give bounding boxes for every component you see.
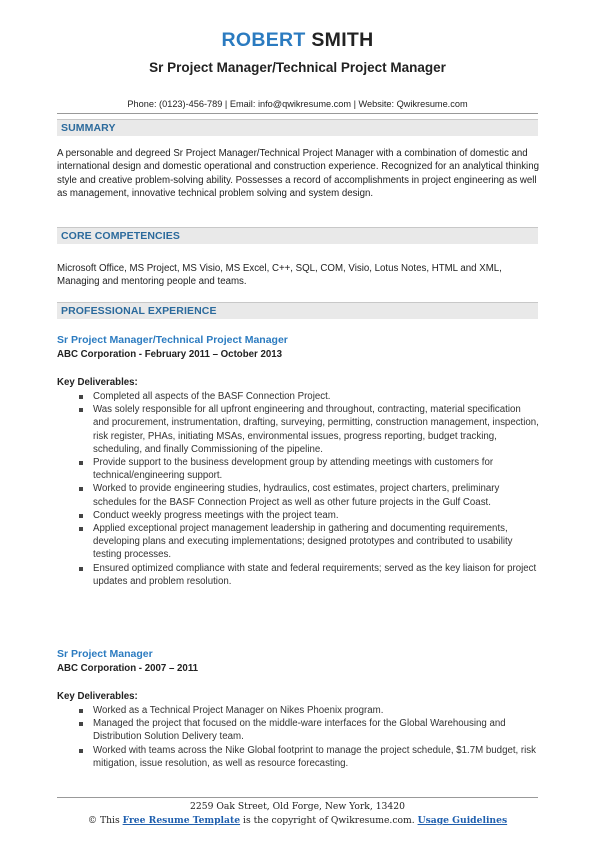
experience-heading: PROFESSIONAL EXPERIENCE xyxy=(61,305,217,317)
bullet-item: Ensured optimized compliance with state and federal requirements; served as the key liaison for project updates and problem resolution. xyxy=(57,562,539,588)
header-divider xyxy=(57,113,538,114)
bullet-item: Worked as a Technical Project Manager on Nikes Phoenix program. xyxy=(57,704,539,717)
bullet-item: Managed the project that focused on the middle-ware interfaces for the Global Warehousing and Distribution Solution Delivery team. xyxy=(57,717,539,743)
deliverables-label: Key Deliverables: xyxy=(57,691,138,702)
copyright-middle: is the copyright of Qwikresume.com. xyxy=(243,815,415,826)
footer-divider xyxy=(57,797,538,798)
competencies-text: Microsoft Office, MS Project, MS Visio, MS Excel, C++, SQL, COM, Visio, Lotus Notes, HTML and XML, Managing and mentoring people and teams. xyxy=(57,263,502,288)
footer-copyright xyxy=(0,815,595,826)
last-name: SMITH xyxy=(311,29,374,51)
candidate-name xyxy=(0,29,595,52)
experience-heading-bar xyxy=(57,302,538,319)
job-title: Sr Project Manager xyxy=(57,648,153,660)
bullet-item: Completed all aspects of the BASF Connection Project. xyxy=(57,390,539,403)
first-name: ROBERT xyxy=(221,29,306,51)
free-resume-template-link[interactable]: Free Resume Template xyxy=(122,815,241,826)
bullet-item: Worked with teams across the Nike Global footprint to manage the project schedule, $1.7M budget, risk mitigation, issue resolution, as well as resource forecasting. xyxy=(57,744,539,770)
job-bullets xyxy=(57,390,539,588)
contact-info: Phone: (0123)-456-789 | Email: info@qwikresume.com | Website: Qwikresume.com xyxy=(127,99,468,109)
job-company: ABC Corporation - 2007 – 2011 xyxy=(57,663,199,674)
bullet-item: Provide support to the business development group by attending meetings with customers for technical/engineering support. xyxy=(57,456,539,482)
summary-heading: SUMMARY xyxy=(61,122,116,134)
job-company: ABC Corporation - February 2011 – October 2013 xyxy=(57,349,283,360)
bullet-item: Applied exceptional project management leadership in gathering and documenting requirements, developing plans and executing implementations; designed prototypes and contributed to usability testing processes. xyxy=(57,522,539,562)
footer-address: 2259 Oak Street, Old Forge, New York, 13420 xyxy=(190,801,405,812)
deliverables-label: Key Deliverables: xyxy=(57,377,138,388)
bullet-item: Conduct weekly progress meetings with the project team. xyxy=(57,509,539,522)
candidate-title: Sr Project Manager/Technical Project Manager xyxy=(149,60,446,75)
summary-text: A personable and degreed Sr Project Manager/Technical Project Manager with a combination of domestic and international design and domestic operational and construction experience. Recognized for an analytical thinking style and creative problem-solving ability. Possesses a record of accomplishments in project engineering as well as management, innovative technical problem solving and system design. xyxy=(57,148,539,199)
job-bullets xyxy=(57,704,539,770)
usage-guidelines-link[interactable]: Usage Guidelines xyxy=(417,815,508,826)
job-title: Sr Project Manager/Technical Project Manager xyxy=(57,334,288,346)
competencies-heading: CORE COMPETENCIES xyxy=(61,230,180,242)
competencies-heading-bar xyxy=(57,227,538,244)
copyright-prefix: © This xyxy=(87,815,120,826)
bullet-item: Worked to provide engineering studies, hydraulics, cost estimates, project charters, preliminary schedules for the BASF Connection Project as well as other future projects in the Gulf Coast. xyxy=(57,482,539,508)
summary-heading-bar xyxy=(57,119,538,136)
bullet-item: Was solely responsible for all upfront engineering and throughout, contracting, material specification and procurement, instrumentation, drafting, surveying, permitting, construction management, inspection, risk register, PHAs, initiating MSAs, environmental issues, progress reporting, budget tracking, scheduling, and finally Commissioning of the pipeline. xyxy=(57,403,539,456)
